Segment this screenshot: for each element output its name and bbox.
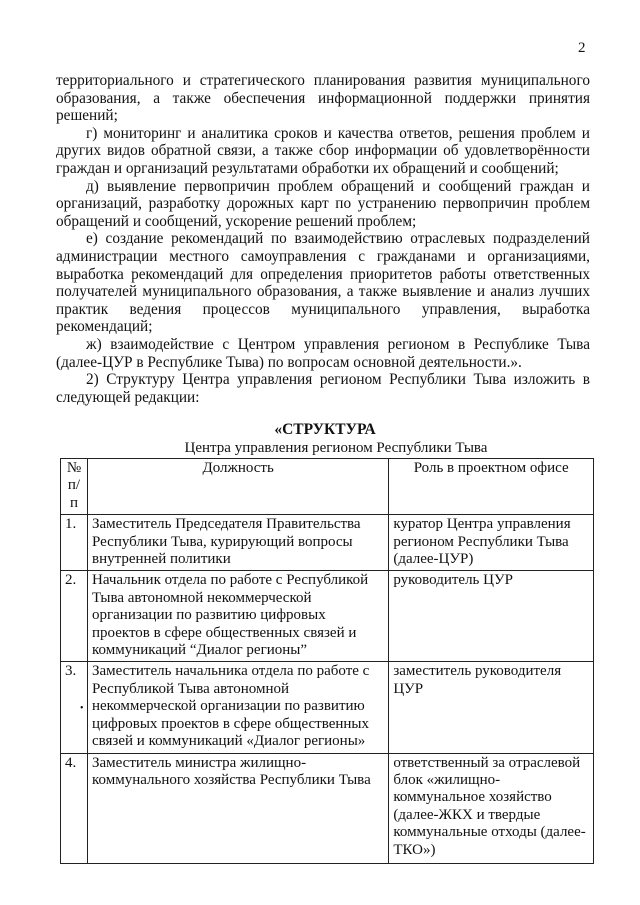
- structure-title: «СТРУКТУРА: [274, 421, 376, 438]
- row-position: Заместитель начальника отдела по работе с Республикой Тыва автономной некоммерческой организации по развитию цифровых проектов в сфере общественных связей и коммуникаций «Диалог регионы»: [87, 662, 388, 753]
- row-role: заместитель руководителя ЦУР: [389, 662, 594, 753]
- structure-table: [60, 458, 594, 864]
- paragraph-continuation: территориального и стратегического планирования развития муниципального образования, а также обеспечения информационной поддержки принятия решений;: [56, 72, 590, 125]
- row-num: 4.: [61, 753, 88, 863]
- paragraph-zh: ж) взаимодействие с Центром управления регионом в Республике Тыва (далее-ЦУР в Республике Тыва) по вопросам основной деятельности.».: [56, 335, 590, 371]
- table-row: [61, 753, 594, 863]
- paragraph-g: г) мониторинг и аналитика сроков и качества ответов, решения проблем и других видов обратной связи, а также сбор информации об удовлетворённости граждан и организаций результатами обработки их обращений и сообщений;: [56, 124, 590, 177]
- row-position: Заместитель министра жилищно-коммунального хозяйства Республики Тыва: [87, 753, 388, 863]
- paragraph-item-2: 2) Структуру Центра управления регионом Республики Тыва изложить в следующей редакции:: [56, 371, 590, 406]
- scan-mark-dot: •: [80, 703, 84, 714]
- page-number: 2: [578, 40, 586, 56]
- table-header-row: [61, 459, 594, 515]
- row-position: Начальник отдела по работе с Республикой Тыва автономной некоммерческой организации по развитию цифровых проектов в сфере общественных связей и коммуникаций “Диалог регионы”: [87, 571, 388, 662]
- row-role: куратор Центра управления регионом Республики Тыва (далее-ЦУР): [389, 515, 594, 571]
- header-num: № п/п: [61, 459, 88, 515]
- row-num: 3.: [61, 662, 88, 753]
- table-row: [61, 515, 594, 571]
- row-role: руководитель ЦУР: [389, 571, 594, 662]
- paragraph-e: е) создание рекомендаций по взаимодействию отраслевых подразделений администрации местного самоуправления с гражданами и организациями, выработка рекомендаций для определения приоритетов работы ответственных получателей муниципального образования, а также выявление и анализ лучших практик ведения процессов муниципального управления, выработка рекомендаций;: [56, 230, 590, 336]
- header-position: Должность: [87, 459, 388, 515]
- table-row: [61, 662, 594, 753]
- row-role: ответственный за отраслевой блок «жилищно-коммунальное хозяйство (далее-ЖКХ и твердые коммунальные отходы (далее-ТКО»): [389, 753, 594, 863]
- row-num: 2.: [61, 571, 88, 662]
- row-num: 1.: [61, 515, 88, 571]
- header-role: Роль в проектном офисе: [389, 459, 594, 515]
- structure-subtitle: Центра управления регионом Республики Тыва: [184, 440, 488, 456]
- table-row: [61, 571, 594, 662]
- body-text: [56, 72, 590, 406]
- paragraph-d: д) выявление первопричин проблем обращений и сообщений граждан и организаций, разработку дорожных карт по устранению первопричин проблем обращений и сообщений, ускорение решений проблем;: [56, 177, 590, 230]
- row-position: Заместитель Председателя Правительства Республики Тыва, курирующий вопросы внутренней политики: [87, 515, 388, 571]
